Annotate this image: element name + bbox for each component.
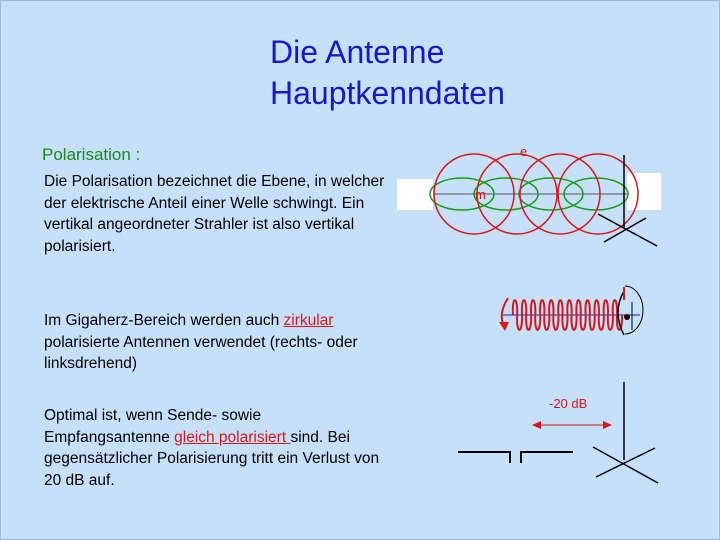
subheading-polarisation: Polarisation : — [42, 145, 141, 164]
horizontal-antenna-right-arm — [521, 452, 573, 463]
paragraph-circular-before: Im Gigaherz-Bereich werden auch — [44, 312, 284, 329]
title-line-1: Die Antenne — [270, 34, 445, 70]
loss-arrow-head-right — [603, 421, 612, 429]
right-white-block — [627, 173, 661, 210]
paragraph-definition: Die Polarisation bezeichnet die Ebene, in welcher der elektrische Anteil einer Welle schwingt. Ein vertikal angeordneter Strahler ist also vertikal polarisiert. — [44, 173, 385, 255]
antenna-element — [593, 447, 658, 483]
rotation-arrow — [502, 298, 508, 326]
left-white-block — [397, 179, 433, 210]
antenna-element — [596, 448, 655, 477]
paragraph-circular-after: polarisierte Antennen verwendet (rechts- oder linksdrehend) — [44, 333, 358, 372]
vertical-antenna — [593, 382, 658, 483]
title-line-2: Hauptkenndaten — [270, 75, 505, 111]
horizontal-antenna — [458, 452, 573, 463]
horizontal-antenna-left-arm — [458, 452, 510, 463]
loss-arrow-head-left — [532, 421, 541, 429]
m-label: m — [475, 187, 486, 202]
highlight-gleich-polarisiert: gleich polarisiert — [174, 428, 291, 446]
rotation-arrow-head — [499, 322, 509, 331]
helix-figure — [499, 286, 643, 335]
paragraph-loss-before: Optimal ist, wenn Sende- sowie Empfangsantenne — [44, 407, 262, 446]
highlight-zirkular: zirkular — [283, 312, 334, 329]
mismatch-figure — [458, 382, 658, 483]
paragraph-loss-after: sind. Bei gegensätzlicher Polarisierung tritt ein Verlust von 20 dB auf. — [44, 428, 380, 489]
feed-dot — [624, 314, 630, 320]
linear-wave-figure — [397, 144, 661, 246]
loss-label: -20 dB — [549, 396, 588, 411]
e-label: e — [520, 144, 528, 159]
reflector-ring — [625, 286, 643, 334]
antenna-element — [604, 218, 646, 242]
